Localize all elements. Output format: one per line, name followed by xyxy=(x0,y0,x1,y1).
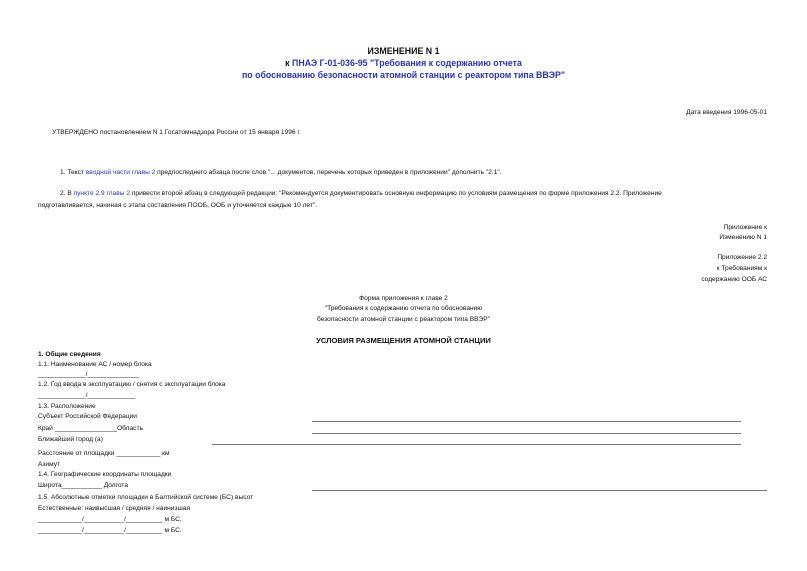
link-intro-chapter-2[interactable]: вводной части главы 2 xyxy=(85,169,156,176)
field-1-4: 1.4. Географические координаты площадки xyxy=(38,471,172,478)
change-subtitle-line1 xyxy=(0,58,807,69)
field-1-1: 1.1. Наименование АС / номер блока xyxy=(38,361,152,368)
field-latlong: Широта___________ Долгота xyxy=(38,482,129,489)
field-distance: Расстояние от площадки ____________ км xyxy=(38,450,170,457)
field-1-2: 1.2. Год ввода в эксплуатацию / снятия с эксплуатации блока xyxy=(38,381,226,388)
latlong-line[interactable] xyxy=(312,490,767,491)
item-2-post: привести второй абзац в следующей редакции: "Рекомендуется документировать основную информацию по условиям размещения по форме приложения 2.2. Приложение xyxy=(130,190,662,197)
form-title-1: Форма приложения к главе 2 xyxy=(359,295,448,302)
form-title-3: безопасности атомной станции с реактором типа ВВЭР" xyxy=(317,316,490,323)
item-2 xyxy=(38,190,767,198)
city-line[interactable] xyxy=(212,444,741,445)
appendix-ref-1: Приложение к xyxy=(723,224,767,231)
date-intro: Дата введения 1996-05-01 xyxy=(686,109,767,116)
item-2-pre: 2. В xyxy=(60,190,74,197)
field-azimuth: Азимут xyxy=(38,461,61,468)
form-section-1: 1. Общие сведения xyxy=(38,351,101,358)
appendix-ref-3: Приложение 2.2 xyxy=(717,254,767,261)
item-2-line2: подготавливается, начиная с этапа составления ПООБ, ООБ и уточняется каждые 10 лет". xyxy=(38,202,318,209)
field-1-5: 1.5. Абсолютные отметки площадки в Балтийской системе (БС) высот xyxy=(38,494,254,501)
field-subject: Субъект Российской Федерации xyxy=(38,413,137,420)
item-1-post: предпоследнего абзаца после слов "... документов, перечень которых приведен в приложении" дополнить "2.1". xyxy=(155,169,502,176)
field-natural: Естественные: наивысшая / средняя / наинизшая xyxy=(38,505,191,512)
appendix-ref-2: Изменению N 1 xyxy=(719,234,767,241)
doc-link-line2[interactable]: по обоснованию безопасности атомной станции с реактором типа ВВЭР" xyxy=(241,70,566,80)
item-1-pre: 1. Текст xyxy=(60,169,86,176)
section-title: УСЛОВИЯ РАЗМЕЩЕНИЯ АТОМНОЙ СТАНЦИИ xyxy=(316,336,491,345)
doc-link[interactable]: ПНАЭ Г-01-036-95 "Требования к содержанию отчета xyxy=(292,58,522,68)
field-krai: Край _________________Область xyxy=(38,425,143,432)
krai-line[interactable] xyxy=(312,433,741,434)
change-title: ИЗМЕНЕНИЕ N 1 xyxy=(367,46,440,56)
subtitle-prefix: к xyxy=(285,58,293,68)
form-title-2: "Требования к содержанию отчета по обоснованию xyxy=(324,305,483,312)
approved-text: УТВЕРЖДЕНО постановлением N 1 Госатомнадзора России от 15 января 1996 г. xyxy=(52,129,301,136)
field-1-2-blank[interactable]: _____________/_____________ xyxy=(38,392,136,399)
item-1 xyxy=(60,169,502,177)
link-point-2-9[interactable]: пункте 2.9 главы 2 xyxy=(73,190,130,197)
subject-line[interactable] xyxy=(312,421,741,422)
appendix-ref-4: к Требованиям к xyxy=(716,265,767,272)
field-1-1-blank[interactable]: _____________/______________ xyxy=(38,371,139,378)
field-row-2[interactable]: ____________/___________/__________ м БС. xyxy=(38,527,182,534)
appendix-ref-5: содержанию ООБ АС xyxy=(701,276,767,283)
field-city: Ближайший город (а) xyxy=(38,436,103,443)
field-1-3: 1.3. Расположение xyxy=(38,403,96,410)
field-row-1[interactable]: ____________/___________/__________ м БС, xyxy=(38,516,182,523)
